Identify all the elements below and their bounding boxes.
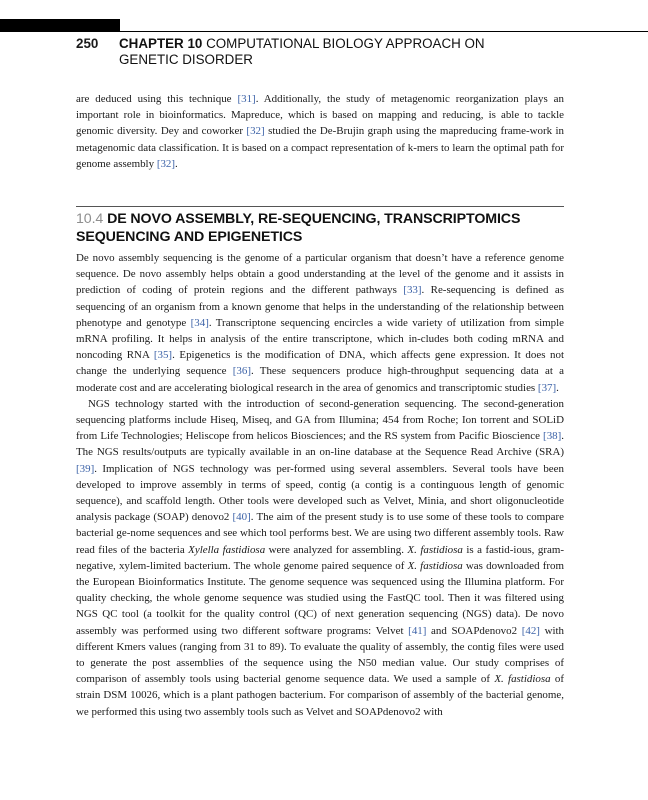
text-run: . <box>175 157 178 170</box>
text-run: of strain DSM 10026, which is a plant pathogen bacterium. For comparison of assembly of the bacterial genome, we performed this using two assembly tools such as Velvet and SOAPdenovo2 with <box>76 673 565 718</box>
running-head <box>76 36 546 67</box>
text-run: . The NGS results/outputs are typically available in an on-line database at the Sequence Read Archive (SRA) <box>76 430 565 459</box>
chapter-label: CHAPTER 10 <box>119 36 203 51</box>
body-paragraph-1 <box>76 250 564 396</box>
species-name: X. fastidiosa <box>494 673 551 686</box>
text-run: with different Kmers values (ranging from 31 to 89). To evaluate the quality of assembly, the contig files were used to generate the post assemblies of the sequence using the N50 median value. Our study comprises of comparison of assembly tools using bacterial genome sequence data. We used a sample of <box>76 624 565 686</box>
citation-link[interactable]: [40] <box>232 511 251 524</box>
text-run: . Re-sequencing is defined as sequencing of an organism from a known genome that helps in the understanding of the relationship between phenotype and genotype <box>76 284 565 329</box>
text-run: De novo assembly sequencing is the genome of a particular organism that doesn’t have a reference genome sequence. De novo assembly helps obtain a good understanding at the level of the genome and it assists in prediction of coding of protein regions and the different pathways <box>76 252 564 297</box>
text-run: studied the De-Brujin graph using the mapreducing frame-work in metagenomic data classification. It is based on a compact representation of k-mers to learn the optimal path for genome assembly <box>76 125 565 170</box>
citation-link[interactable]: [38] <box>543 430 562 443</box>
citation-link[interactable]: [31] <box>237 93 256 105</box>
text-run: . Epigenetics is the modification of DNA, which affects gene expression. It does not change the underlying sequence <box>76 349 565 378</box>
citation-link[interactable]: [36] <box>232 365 251 378</box>
citation-link[interactable]: [42] <box>521 624 540 637</box>
text-run: . Additionally, the study of metagenomic reorganization plays an important role in bioinformatics. Mapreduce, which is based on mapping and reducing, is able to tackle genomic diversity. Dey and coworker <box>76 93 565 138</box>
section-number: 10.4 <box>76 211 104 227</box>
chapter-title: COMPUTATIONAL BIOLOGY APPROACH ON GENETIC DISORDER <box>119 36 485 67</box>
citation-link[interactable]: [39] <box>76 462 95 475</box>
text-run: NGS technology started with the introduction of second-generation sequencing. The second-generation sequencing platforms include Hiseq, Miseq, and GA from Illumina; 454 from Roche; Ion torrent and SOLiD from Life Technologies; Heliscope from helicos Biosciences; and the RS system from Pacific Bioscience <box>76 397 564 443</box>
text-run: was downloaded from the European Bioinformatics Institute. The genome sequence was sequenced using the Illumina platform. For quality checking, the whole genome sequence was studied using the FastQC tool. Then it was filtered using NGS QC tool (a toolkit for the quality control (QC) of next generation sequencing (NGS) data). De novo assembly was performed using two different software programs: Velvet <box>76 559 565 637</box>
citation-link[interactable]: [37] <box>537 381 557 394</box>
text-run: . Implication of NGS technology was per-formed using several assemblers. Several tools have been developed to improve assembly in terms of speed, contig (a contig is a continguous length of genomic sequence), and scaffold length. Other tools were developed such as Velvet, Minia, and short oligonucleotide analysis package (SOAP) denovo2 <box>76 462 564 524</box>
section-divider <box>76 206 564 207</box>
text-run: . The aim of the present study is to use some of these tools to compare bacterial ge-nome sequences and see which tool performs best. We are using two different assembly tools. Raw read files of the bacteria <box>76 511 564 556</box>
page-number: 250 <box>76 36 99 51</box>
citation-link[interactable]: [33] <box>403 284 422 297</box>
header-rule <box>120 31 648 32</box>
intro-paragraph <box>76 91 564 172</box>
section-body <box>76 250 564 720</box>
species-name: X. fastidiosa <box>407 543 463 556</box>
section-title: DE NOVO ASSEMBLY, RE-SEQUENCING, TRANSCRIPTOMICS SEQUENCING AND EPIGENETICS <box>76 211 521 245</box>
species-name: X. fastidiosa <box>407 559 463 572</box>
species-name: Xylella fastidiosa <box>188 543 266 556</box>
header-black-bar <box>0 19 120 32</box>
section-heading <box>76 211 564 246</box>
text-run: and SOAPdenovo2 <box>431 624 518 637</box>
body-paragraph-2 <box>76 396 564 720</box>
citation-link[interactable]: [32] <box>156 157 176 170</box>
text-run: were analyzed for assembling. <box>268 543 404 556</box>
text-run: . <box>556 381 559 394</box>
citation-link[interactable]: [32] <box>246 125 265 138</box>
citation-link[interactable]: [41] <box>408 624 427 637</box>
citation-link[interactable]: [34] <box>190 316 209 329</box>
citation-link[interactable]: [35] <box>153 349 173 362</box>
text-run: is a fastid-ious, gram-negative, xylem-limited bacterium. The whole genome paired sequence of <box>76 543 564 572</box>
text-run: . Transcriptone sequencing encircles a wide variety of utilization from simple mRNA profiling. It helps in analysis of the entire transcriptone, which in-cludes both coding mRNA and noncoding RNA <box>76 316 565 362</box>
text-run: . These sequencers produce high-throughput sequencing data at a moderate cost and are accelerating biological research in the area of genomics and transcriptomic studies <box>76 365 564 394</box>
text-run: are deduced using this technique <box>76 93 232 105</box>
chapter-heading <box>76 36 546 67</box>
